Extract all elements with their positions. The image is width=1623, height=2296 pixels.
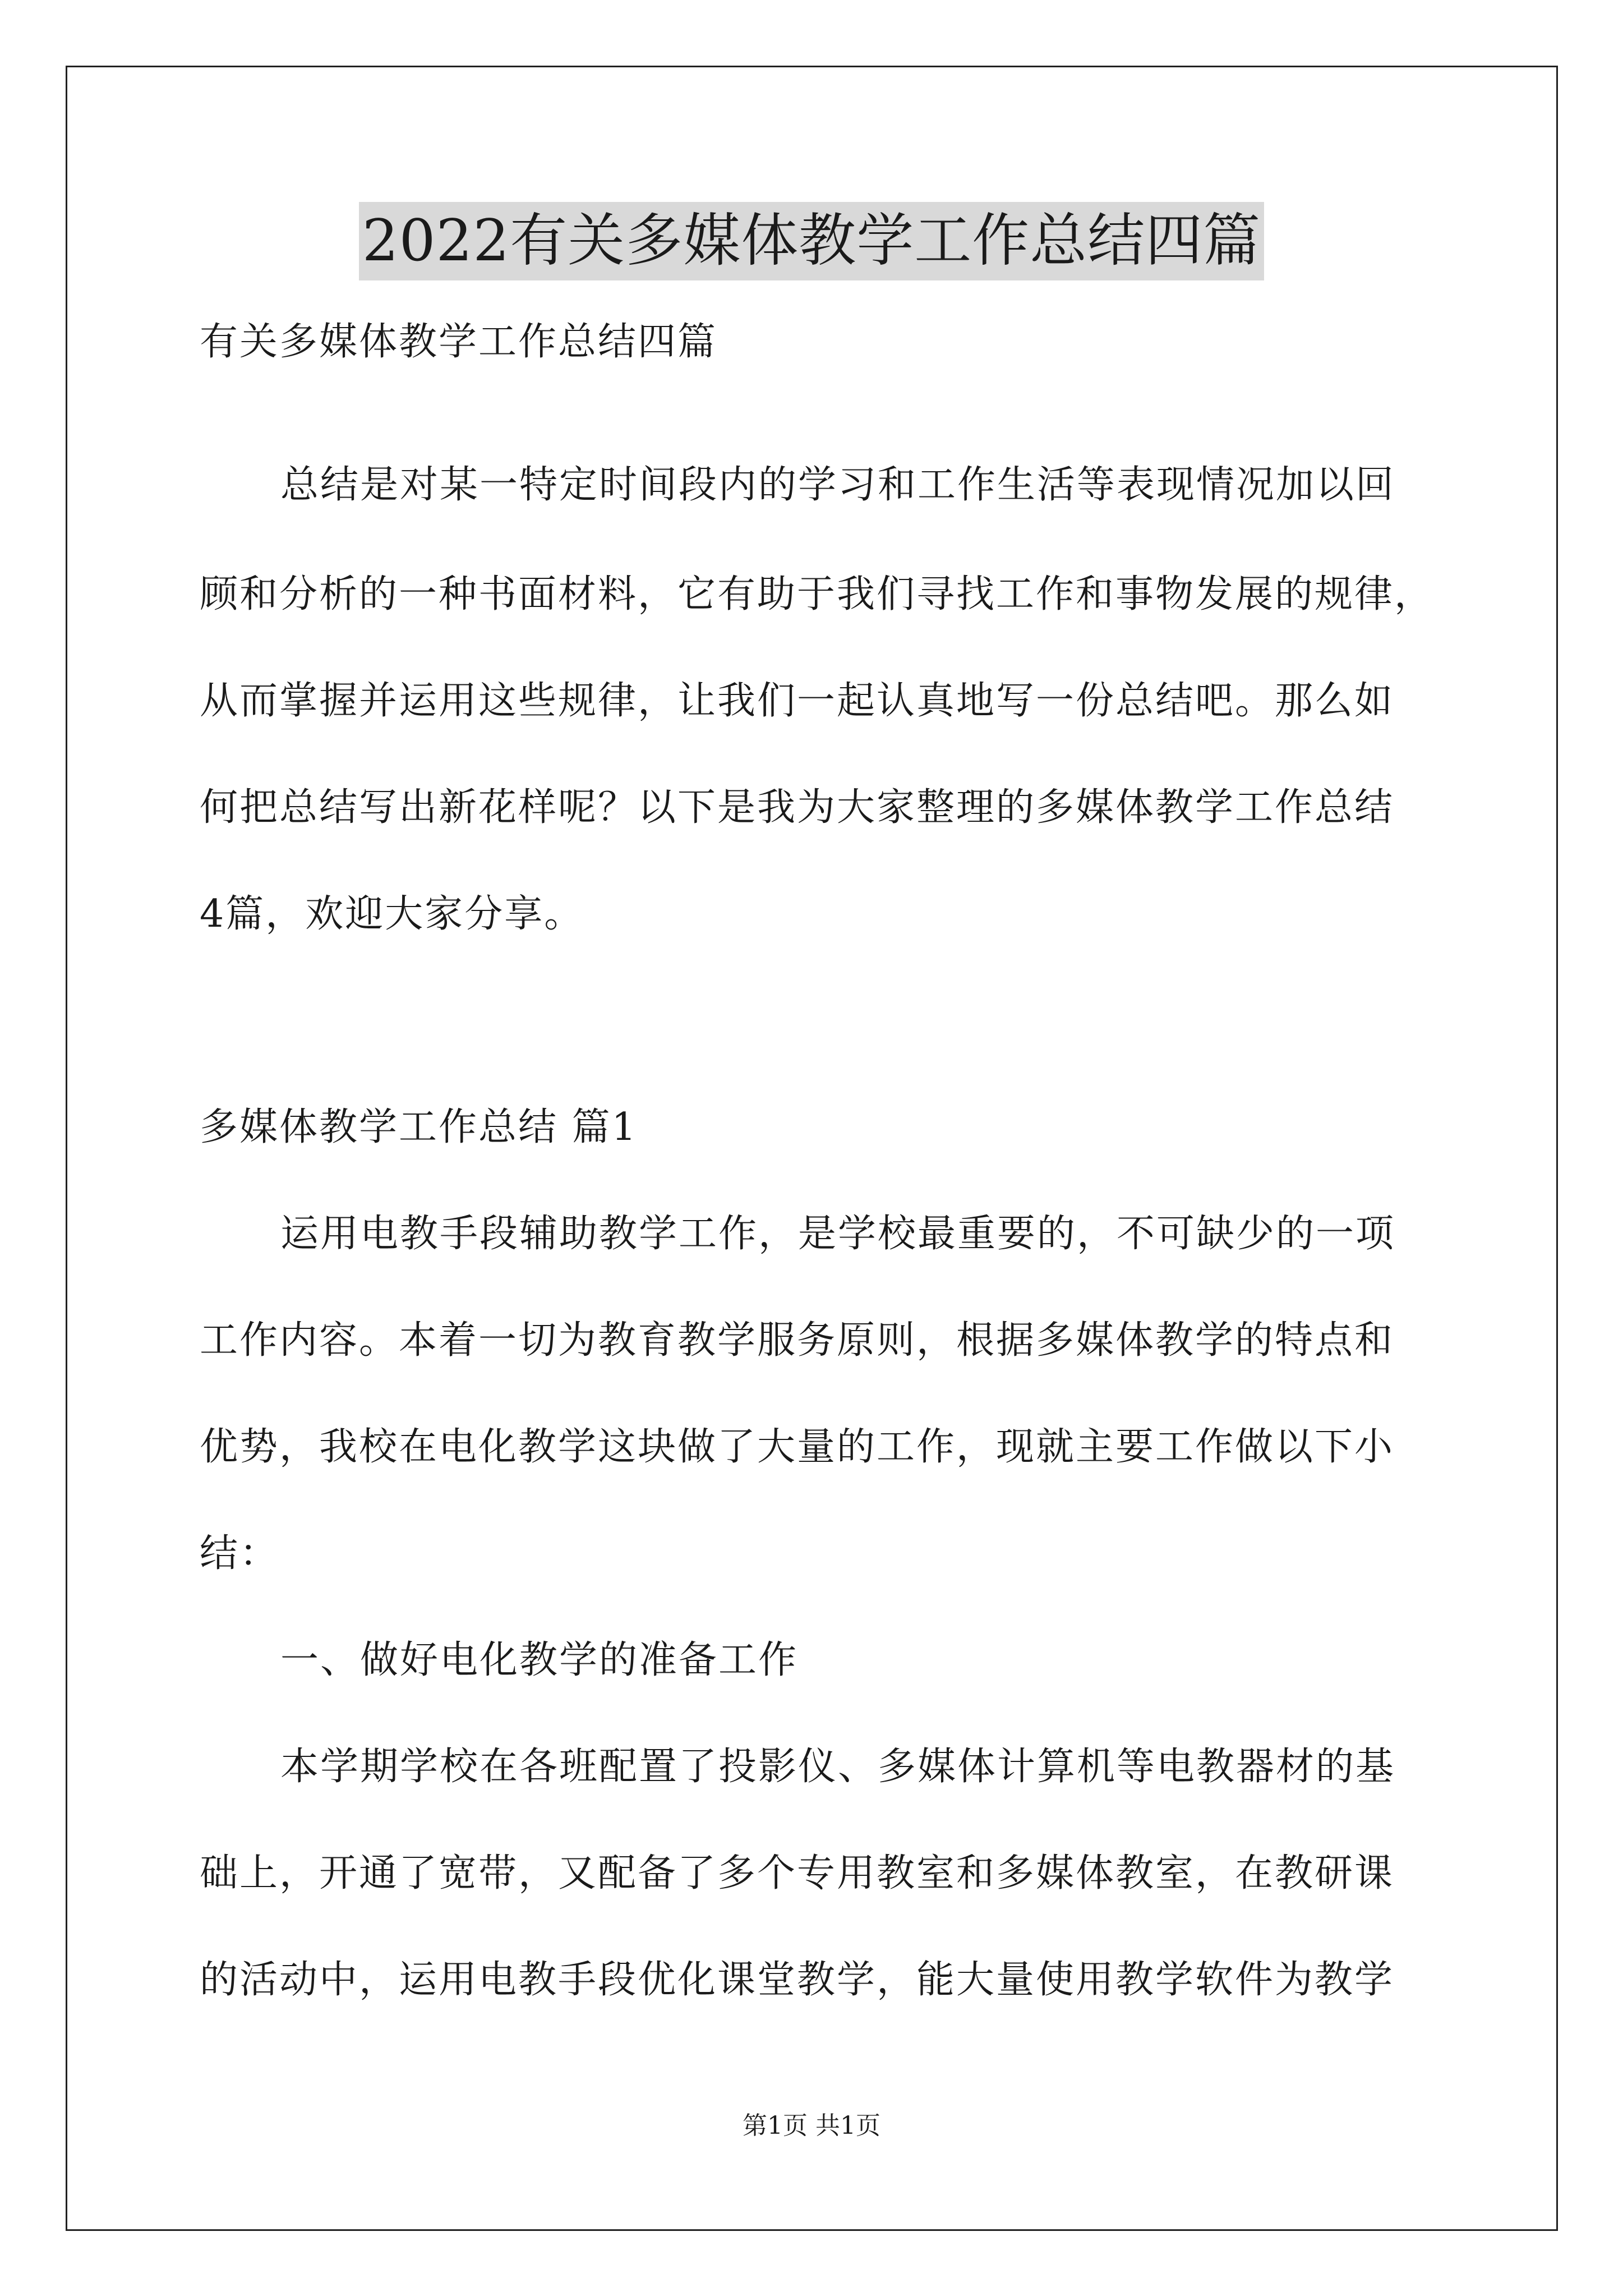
subsection-heading: 一、做好电化教学的准备工作 — [280, 1638, 799, 1682]
page-footer: 第1页 共1页 — [743, 2111, 880, 2140]
subtitle-line: 有关多媒体教学工作总结四篇 — [200, 320, 718, 364]
paragraph-line: 本学期学校在各班配置了投影仪、多媒体计算机等电教器材的基 — [280, 1745, 1396, 1789]
paragraph-line: 总结是对某一特定时间段内的学习和工作生活等表现情况加以回 — [280, 463, 1396, 507]
title-container — [0, 202, 1623, 280]
paragraph-line: 优势，我校在电化教学这块做了大量的工作，现就主要工作做以下小 — [200, 1425, 1395, 1469]
paragraph-line: 础上，开通了宽带，又配备了多个专用教室和多媒体教室，在教研课 — [200, 1851, 1395, 1895]
paragraph-line: 工作内容。本着一切为教育教学服务原则，根据多媒体教学的特点和 — [200, 1318, 1395, 1363]
paragraph-line: 的活动中，运用电教手段优化课堂教学，能大量使用教学软件为教学 — [200, 1958, 1395, 2002]
paragraph-line: 何把总结写出新花样呢？以下是我为大家整理的多媒体教学工作总结 — [200, 785, 1395, 830]
section-heading: 多媒体教学工作总结 篇1 — [200, 1105, 638, 1149]
paragraph-line: 结： — [200, 1531, 280, 1576]
paragraph-line: 运用电教手段辅助教学工作，是学校最重要的，不可缺少的一项 — [280, 1212, 1396, 1256]
document-title: 2022有关多媒体教学工作总结四篇 — [359, 202, 1265, 280]
paragraph-line: 4篇，欢迎大家分享。 — [200, 892, 584, 936]
paragraph-line: 从而掌握并运用这些规律，让我们一起认真地写一份总结吧。那么如 — [200, 679, 1395, 723]
paragraph-line: 顾和分析的一种书面材料，它有助于我们寻找工作和事物发展的规律， — [200, 572, 1435, 616]
